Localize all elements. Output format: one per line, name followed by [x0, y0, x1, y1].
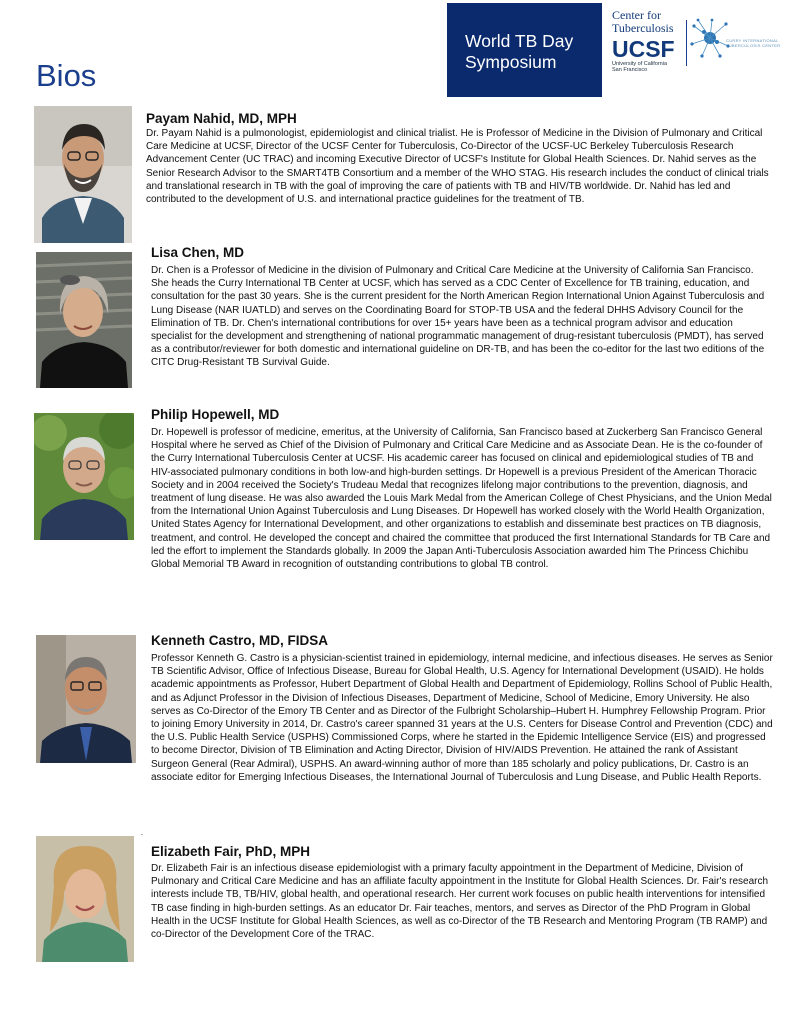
- payam-nahid-photo: [34, 106, 132, 243]
- elizabeth-fair-photo: [36, 836, 134, 962]
- ucsf-center-for-tuberculosis-logo: [612, 9, 682, 73]
- bio-text-elizabeth-fair: Dr. Elizabeth Fair is an infectious disease epidemiologist with a primary faculty appointment in the Department of Medicine, Division of Pulmonary and Critical Care Medicine and has an affiliate faculty appointment in the Institute for Global Health Sciences. Dr. Fair's research interests include TB, TB/HIV, global health, and operational research. Her current work focuses on public health interventions for intensified TB case finding in high-burden settings. As an educator Dr. Fair teaches, mentors, and serves as Director of the PhD Program in Global Health in the UCSF Institute for Global Health Sciences, as well as co-Director of the TB Research and Mentoring Program (TB RAMP) and co-Director of the Development Core of the TRAC.: [151, 863, 769, 941]
- bio-name-payam-nahid: Payam Nahid, MD, MPH: [146, 111, 297, 126]
- bio-name-lisa-chen: Lisa Chen, MD: [151, 245, 245, 260]
- banner-line-1: World TB Day: [465, 31, 574, 51]
- bio-text-philip-hopewell: Dr. Hopewell is professor of medicine, emeritus, at the University of California, San Francisco based at Zuckerberg San Francisco General Hospital where he served as Chief of the Division of Pulmonary and Critical Care Medicine and as Associate Dean. He is the co-founder of the Curry International Tuberculosis Center at UCSF. His academic career has focused on clinical and epidemiological studies of TB and HIV-associated pulmonary conditions in both low-and high-burden settings. Dr Hopewell is a previous President of the American Thoracic Society and in 2004 received the Society's Trudeau Medal that recognizes lifelong major contributions to the prevention, diagnosis, and treatment of lung disease. He was also awarded the Louis Mark Medal from the American College of Chest Physicians, and the Union Medal from the International Union Against Tuberculosis and Lung Diseases. Dr Hopewell has worked closely with the World Health Organization, United States Agency for International Development, and other organizations to establish and disseminate best practices on TB diagnosis, treatment, and control. He developed the concept and chaired the committee that produced the first International Standards for TB Care and led the effort to implement the Standards globally. In 2009 the Japan Anti-Tuberculosis Association awarded him The Princess Chichibu Global Memorial TB Award in recognition of outstanding contributions to global TB control.: [151, 427, 772, 571]
- kenneth-castro-photo: [36, 635, 136, 763]
- bio-name-kenneth-castro: Kenneth Castro, MD, FIDSA: [151, 633, 329, 648]
- lisa-chen-photo: [36, 252, 132, 388]
- symposium-banner: [447, 3, 602, 97]
- curry-logo-text: CURRY INTERNATIONAL TUBERCULOSIS CENTER: [726, 38, 781, 48]
- logo-university-line-1: University of California: [612, 61, 668, 67]
- logo-divider: [686, 20, 687, 66]
- logo-ucsf: UCSF: [612, 36, 675, 62]
- bio-name-philip-hopewell: Philip Hopewell, MD: [151, 407, 280, 422]
- logo-line-2: Tuberculosis: [612, 21, 674, 35]
- bio-text-kenneth-castro: Professor Kenneth G. Castro is a physician-scientist trained in epidemiology, internal medicine, and infectious diseases. He serves as Senior TB Scientific Advisor, Office of Infectious Disease, Bureau for Global Health, U.S. Agency for International Development (USAID). He holds academic appointments as Professor, Hubert Department of Global Health and Department of Epidemiology, Rollins School of Public Health, and as Adjunct Professor in the Division of Infectious Diseases, Department of Medicine, School of Medicine, Emory University. He also serves as Co-Director of the Emory TB Center and as Director of the Fulbright Scholarship–Hubert H. Humphrey Fellowship Program. Prior to joining Emory University in 2014, Dr. Castro's career spanned 31 years at the U.S. Centers for Disease Control and Prevention (CDC) and the U.S. Public Health Service (USPHS) Commissioned Corps, where he started in the Epidemic Intelligence Service (EIS) and progressed to become Director, Division of TB Elimination and Acting Director, Division of HIV/AIDS Prevention. He attained the rank of Assistant Surgeon General (Rear Admiral), USPHS. An award-winning author of more than 185 scholarly and policy publications, Dr. Castro is an associate editor for Emerging Infectious Diseases, the International Journal of Tuberculosis and Lung Disease, and Public Health Reports.: [151, 653, 773, 783]
- bio-text-payam-nahid: Dr. Payam Nahid is a pulmonologist, epidemiologist and clinical trialist. He is Professor of Medicine in the Division of Pulmonary and Critical Care Medicine at UCSF, Director of the UCSF Center for Tuberculosis, Co-Director of the UCSF-UC Berkeley Tuberculosis Research Advancement Center (UC TRAC) and incoming Executive Director of UCSF's Institute for Global Health Sciences. Dr. Nahid serves as the Senior Research Advisor to the SMART4TB Consortium and a member of the WHO STAG. His research includes the conduct of clinical trials and translational research in TB with the goal of improving the care of patients with TB and HIV/TB worldwide. Dr. Nahid has led and contributed to the development of U.S. and international practice guidelines for the treatment of TB.: [146, 128, 769, 206]
- banner-line-2: Symposium: [465, 52, 557, 72]
- logo-university-line-2: San Francisco: [612, 67, 648, 73]
- stray-dash: -: [141, 832, 143, 838]
- bio-text-lisa-chen: Dr. Chen is a Professor of Medicine in the division of Pulmonary and Critical Care Medicine at the University of California San Francisco. She heads the Curry International TB Center at UCSF, which has served as a CDC Center of Excellence for TB training, education, and consultation for the past 30 years. She is the current president for the North American Region International Union Against Tuberculosis and Lung Disease (NAR IUATLD) and serves on the Coordinating Board for STOP-TB USA and the federal DHHS Advisory Council for the Elimination of TB. Dr. Chen's international contributions for over 15+ years have been as a technical program advisor and education specialist for the development and strengthening of national programmatic management of drug-resistant tuberculosis (PMDT), has served as a contributor/reviewer for both domestic and international guideline on DR-TB, and has been the co-editor for the last two editions of the CITC Drug-Resistant TB Survival Guide.: [151, 265, 765, 369]
- philip-hopewell-photo: [34, 413, 134, 540]
- bio-name-elizabeth-fair: Elizabeth Fair, PhD, MPH: [151, 844, 311, 859]
- page-title: Bios: [36, 58, 97, 93]
- logo-line-1: Center for: [612, 8, 661, 22]
